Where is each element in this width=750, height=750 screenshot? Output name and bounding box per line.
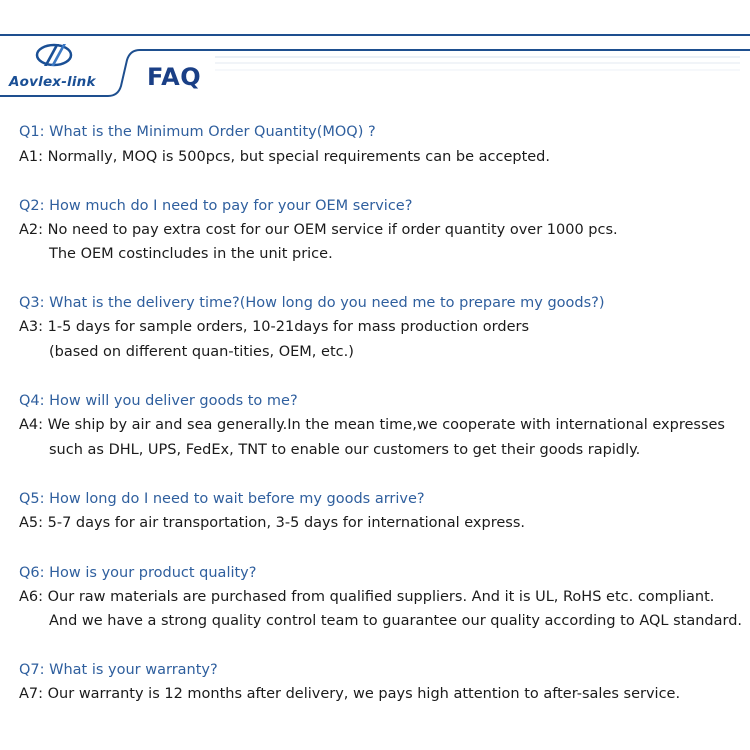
page-title: FAQ — [147, 63, 202, 91]
faq-question-1: Q1: What is the Minimum Order Quantity(MOQ) ? — [19, 124, 376, 140]
faq-question-4: Q4: How will you deliver goods to me? — [19, 393, 298, 409]
faq-answer-6-line-1: A6: Our raw materials are purchased from qualified suppliers. And it is UL, RoHS etc. compliant. — [19, 589, 715, 605]
faq-answer-3-line-1: A3: 1-5 days for sample orders, 10-21days for mass production orders — [19, 319, 530, 335]
faq-answer-1-line-1: A1: Normally, MOQ is 500pcs, but special requirements can be accepted. — [19, 149, 550, 165]
faq-answer-2-line-2: The OEM costincludes in the unit price. — [49, 246, 333, 262]
faq-answer-2-line-1: A2: No need to pay extra cost for our OEM service if order quantity over 1000 pcs. — [19, 222, 618, 238]
faq-answer-5-line-1: A5: 5-7 days for air transportation, 3-5 days for international express. — [19, 515, 525, 531]
faq-question-3: Q3: What is the delivery time?(How long do you need me to prepare my goods?) — [19, 295, 605, 311]
faq-question-2: Q2: How much do I need to pay for your OEM service? — [19, 198, 413, 214]
faq-answer-4-line-2: such as DHL, UPS, FedEx, TNT to enable our customers to get their goods rapidly. — [49, 442, 641, 458]
faq-answer-6-line-2: And we have a strong quality control team to guarantee our quality according to AQL standard. — [49, 613, 743, 629]
faq-question-6: Q6: How is your product quality? — [19, 565, 257, 581]
faq-question-7: Q7: What is your warranty? — [19, 662, 218, 678]
faq-answer-7-line-1: A7: Our warranty is 12 months after delivery, we pays high attention to after-sales service. — [19, 686, 681, 702]
faq-answer-4-line-1: A4: We ship by air and sea generally.In the mean time,we cooperate with international expresses — [19, 417, 725, 433]
faq-answer-3-line-2: (based on different quan-tities, OEM, etc.) — [49, 344, 354, 360]
faq-question-5: Q5: How long do I need to wait before my goods arrive? — [19, 491, 425, 507]
brand-name: Aovlex-link — [9, 74, 96, 90]
